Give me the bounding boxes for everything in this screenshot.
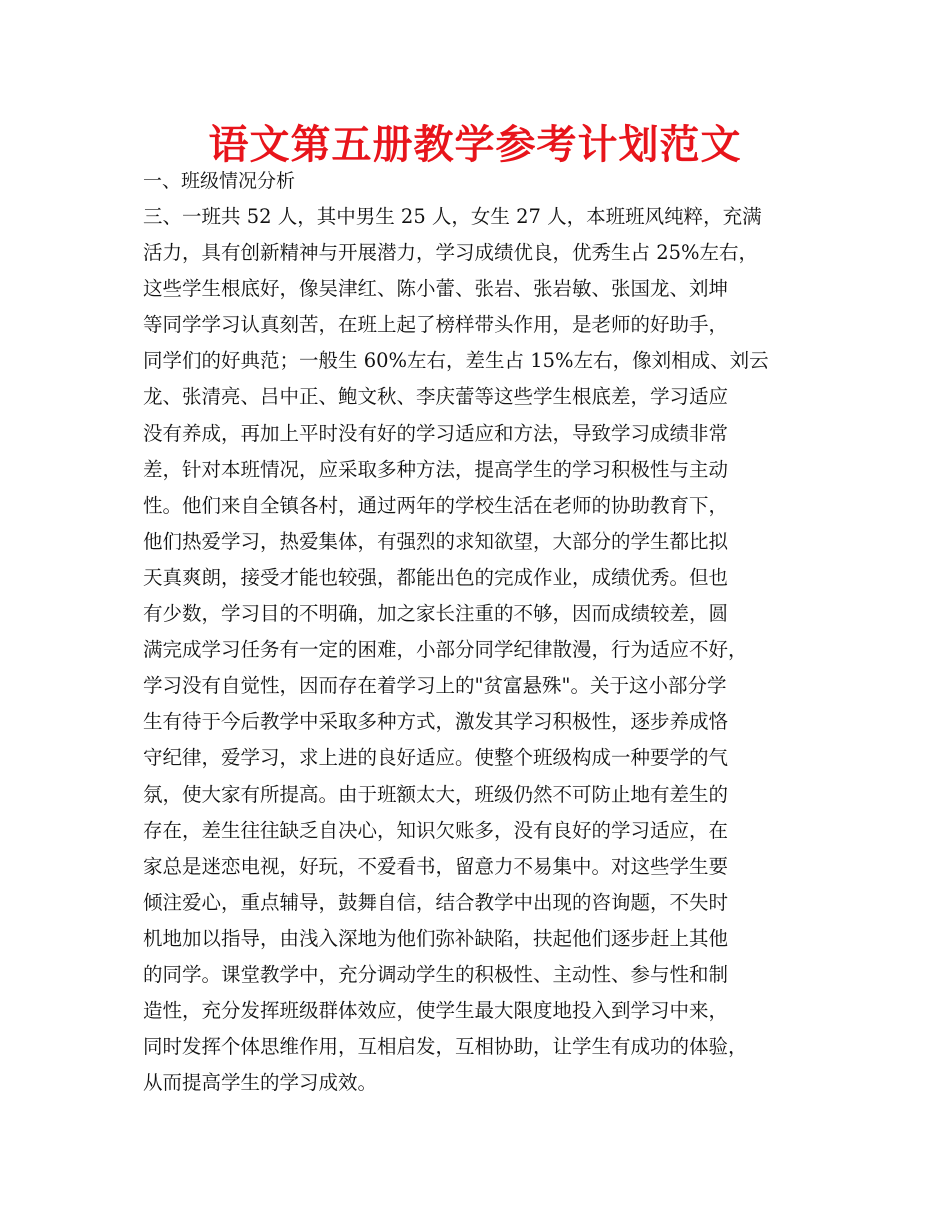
body-text-line: 倾注爱心，重点辅导，鼓舞自信，结合教学中出现的咨询题，不失时 <box>143 890 729 914</box>
body-text-line: 同学们的好典范；一般生 60%左右，差生占 15%左右，像刘相成、刘云 <box>143 349 769 373</box>
body-text-line: 家总是迷恋电视，好玩，不爱看书，留意力不易集中。对这些学生要 <box>143 854 729 878</box>
body-text-line: 满完成学习任务有一定的困难，小部分同学纪律散漫，行为适应不好， <box>143 638 748 662</box>
body-text-line: 氛，使大家有所提高。由于班额太大，班级仍然不可防止地有差生的 <box>143 782 729 806</box>
body-text-line: 学习没有自觉性，因而存在着学习上的"贫富悬殊"。关于这小部分学 <box>143 674 727 698</box>
body-text-line: 机地加以指导，由浅入深地为他们弥补缺陷，扶起他们逐步赶上其他 <box>143 926 729 950</box>
body-text-line: 生有待于今后教学中采取多种方式，激发其学习积极性，逐步养成恪 <box>143 710 729 734</box>
body-paragraph <box>143 199 833 1101</box>
body-text-line: 守纪律，爱学习，求上进的良好适应。使整个班级构成一种要学的气 <box>143 746 729 770</box>
body-text-line: 三、一班共 52 人，其中男生 25 人，女生 27 人，本班班风纯粹，充满 <box>143 205 762 228</box>
body-text-line: 性。他们来自全镇各村，通过两年的学校生活在老师的协助教育下， <box>143 493 729 517</box>
body-text-line: 的同学。课堂教学中，充分调动学生的积极性、主动性、参与性和制 <box>143 962 729 986</box>
body-text-line: 同时发挥个体思维作用，互相启发，互相协助，让学生有成功的体验， <box>143 1035 748 1059</box>
body-text-line: 这些学生根底好，像吴津红、陈小蕾、张岩、张岩敏、张国龙、刘坤 <box>143 277 729 301</box>
body-text-line: 等同学学习认真刻苦，在班上起了榜样带头作用，是老师的好助手， <box>143 313 729 337</box>
body-text-line: 差，针对本班情况，应采取多种方法，提高学生的学习积极性与主动 <box>143 457 729 481</box>
body-text-line: 活力，具有创新精神与开展潜力，学习成绩优良，优秀生占 25%左右， <box>143 241 759 265</box>
body-text-line: 存在，差生往往缺乏自决心，知识欠账多，没有良好的学习适应，在 <box>143 818 729 842</box>
document-title: 语文第五册教学参考计划范文 <box>208 121 742 168</box>
body-text-line: 龙、张清亮、吕中正、鲍文秋、李庆蕾等这些学生根底差，学习适应 <box>143 385 729 409</box>
section-heading: 一、班级情况分析 <box>143 170 296 192</box>
body-text-line: 从而提高学生的学习成效。 <box>143 1071 378 1095</box>
body-text-line: 有少数，学习目的不明确，加之家长注重的不够，因而成绩较差，圆 <box>143 602 729 626</box>
body-text-line: 天真爽朗，接受才能也较强，都能出色的完成作业，成绩优秀。但也 <box>143 565 729 589</box>
body-text-line: 他们热爱学习，热爱集体，有强烈的求知欲望，大部分的学生都比拟 <box>143 529 729 553</box>
body-text-line: 没有养成，再加上平时没有好的学习适应和方法，导致学习成绩非常 <box>143 421 729 445</box>
body-text-line: 造性，充分发挥班级群体效应，使学生最大限度地投入到学习中来， <box>143 999 729 1023</box>
